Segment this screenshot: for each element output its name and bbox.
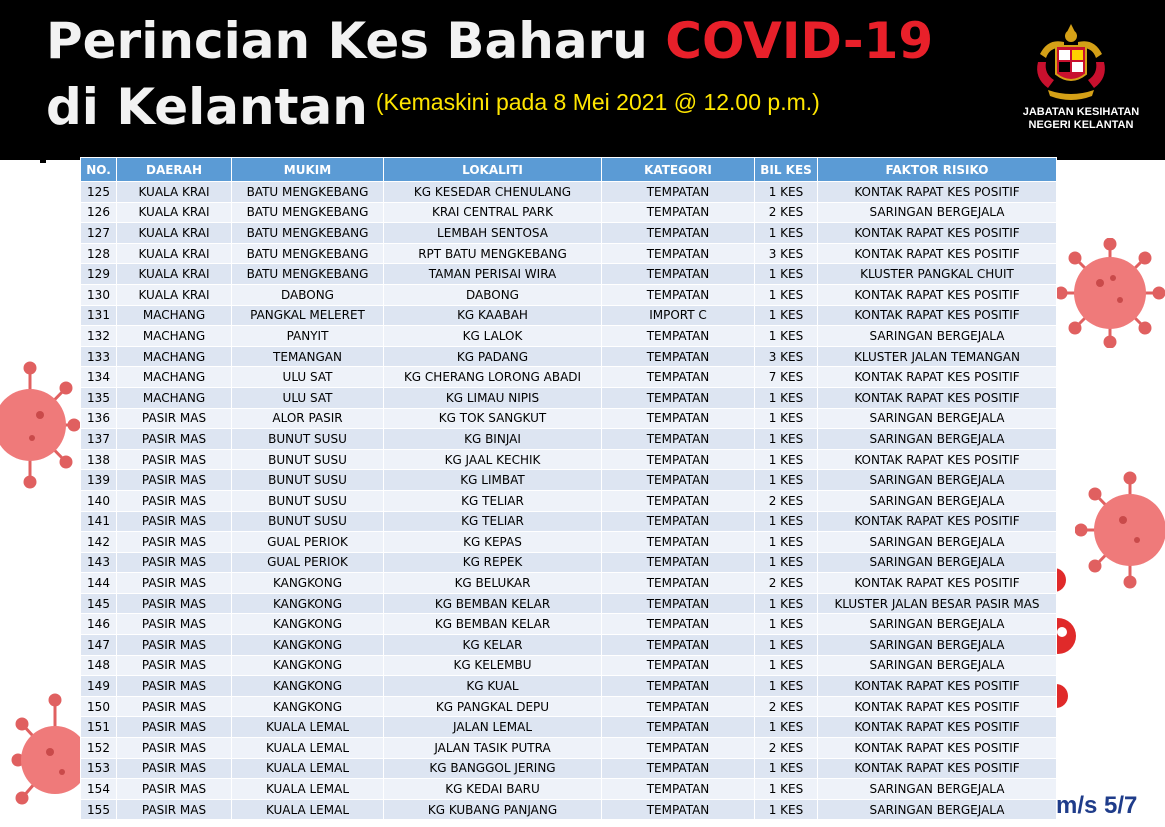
cell-daerah: PASIR MAS <box>117 676 232 697</box>
cell-bil-kes: 1 KES <box>755 264 818 285</box>
cell-kategori: TEMPATAN <box>602 202 755 223</box>
virus-icon <box>10 690 90 827</box>
cell-no: 127 <box>81 223 117 244</box>
cell-kategori: TEMPATAN <box>602 449 755 470</box>
title-highlight: COVID-19 <box>665 12 934 70</box>
table-row <box>81 593 1057 614</box>
cell-bil-kes: 2 KES <box>755 202 818 223</box>
cell-mukim: BATU MENGKEBANG <box>232 182 384 203</box>
table-row <box>81 573 1057 594</box>
table-row <box>81 284 1057 305</box>
table-row <box>81 387 1057 408</box>
title-text: Perincian Kes Baharu <box>46 12 666 70</box>
cell-bil-kes: 1 KES <box>755 758 818 779</box>
cell-no: 140 <box>81 490 117 511</box>
cell-kategori: TEMPATAN <box>602 511 755 532</box>
cell-bil-kes: 1 KES <box>755 305 818 326</box>
cell-mukim: KANGKONG <box>232 593 384 614</box>
cell-faktor-risiko: KONTAK RAPAT KES POSITIF <box>818 387 1057 408</box>
cell-no: 133 <box>81 346 117 367</box>
page-title <box>46 12 933 70</box>
cell-mukim: KANGKONG <box>232 635 384 656</box>
col-mukim: MUKIM <box>232 158 384 182</box>
cell-kategori: TEMPATAN <box>602 573 755 594</box>
cell-faktor-risiko: SARINGAN BERGEJALA <box>818 408 1057 429</box>
cell-faktor-risiko: SARINGAN BERGEJALA <box>818 326 1057 347</box>
cell-faktor-risiko: SARINGAN BERGEJALA <box>818 635 1057 656</box>
cell-kategori: TEMPATAN <box>602 614 755 635</box>
cell-mukim: BATU MENGKEBANG <box>232 264 384 285</box>
cell-kategori: TEMPATAN <box>602 717 755 738</box>
cell-faktor-risiko: KLUSTER JALAN BESAR PASIR MAS <box>818 593 1057 614</box>
cell-kategori: TEMPATAN <box>602 696 755 717</box>
cell-mukim: BUNUT SUSU <box>232 449 384 470</box>
cell-faktor-risiko: SARINGAN BERGEJALA <box>818 799 1057 820</box>
table-row <box>81 779 1057 800</box>
cell-daerah: PASIR MAS <box>117 429 232 450</box>
cell-kategori: TEMPATAN <box>602 779 755 800</box>
cell-mukim: KUALA LEMAL <box>232 758 384 779</box>
cell-bil-kes: 1 KES <box>755 676 818 697</box>
cell-daerah: MACHANG <box>117 326 232 347</box>
table-row <box>81 635 1057 656</box>
table-row <box>81 429 1057 450</box>
cell-lokaliti: KG JAAL KECHIK <box>384 449 602 470</box>
cell-lokaliti: KG KELEMBU <box>384 655 602 676</box>
cell-lokaliti: TAMAN PERISAI WIRA <box>384 264 602 285</box>
page-indicator: m/s 5/7 <box>1056 792 1138 819</box>
cell-lokaliti: KG LIMBAT <box>384 470 602 491</box>
virus-icon <box>0 360 80 490</box>
cell-kategori: TEMPATAN <box>602 182 755 203</box>
cell-kategori: TEMPATAN <box>602 408 755 429</box>
col-daerah: DAERAH <box>117 158 232 182</box>
cell-daerah: KUALA KRAI <box>117 223 232 244</box>
cell-bil-kes: 2 KES <box>755 696 818 717</box>
cell-mukim: BUNUT SUSU <box>232 429 384 450</box>
cell-lokaliti: KG BEMBAN KELAR <box>384 593 602 614</box>
cell-kategori: TEMPATAN <box>602 655 755 676</box>
cell-no: 126 <box>81 202 117 223</box>
cell-bil-kes: 1 KES <box>755 511 818 532</box>
cell-kategori: TEMPATAN <box>602 470 755 491</box>
department-name <box>1010 106 1152 132</box>
cell-daerah: PASIR MAS <box>117 449 232 470</box>
cell-no: 148 <box>81 655 117 676</box>
cell-lokaliti: KRAI CENTRAL PARK <box>384 202 602 223</box>
cell-mukim: BUNUT SUSU <box>232 490 384 511</box>
cell-kategori: TEMPATAN <box>602 429 755 450</box>
cell-daerah: MACHANG <box>117 305 232 326</box>
cell-faktor-risiko: SARINGAN BERGEJALA <box>818 490 1057 511</box>
cell-no: 147 <box>81 635 117 656</box>
table-row <box>81 532 1057 553</box>
cell-faktor-risiko: KONTAK RAPAT KES POSITIF <box>818 696 1057 717</box>
cell-daerah: PASIR MAS <box>117 696 232 717</box>
cell-no: 135 <box>81 387 117 408</box>
cell-lokaliti: LEMBAH SENTOSA <box>384 223 602 244</box>
cell-kategori: TEMPATAN <box>602 346 755 367</box>
cell-no: 129 <box>81 264 117 285</box>
cell-bil-kes: 7 KES <box>755 367 818 388</box>
cell-kategori: TEMPATAN <box>602 264 755 285</box>
cell-mukim: GUAL PERIOK <box>232 552 384 573</box>
cell-bil-kes: 1 KES <box>755 408 818 429</box>
cell-bil-kes: 1 KES <box>755 223 818 244</box>
col-kategori: KATEGORI <box>602 158 755 182</box>
cell-no: 130 <box>81 284 117 305</box>
cell-mukim: KANGKONG <box>232 614 384 635</box>
table-row <box>81 202 1057 223</box>
cell-lokaliti: KG LALOK <box>384 326 602 347</box>
cell-no: 136 <box>81 408 117 429</box>
cell-lokaliti: KG TELIAR <box>384 511 602 532</box>
cell-faktor-risiko: KONTAK RAPAT KES POSITIF <box>818 511 1057 532</box>
cell-faktor-risiko: SARINGAN BERGEJALA <box>818 552 1057 573</box>
cell-kategori: TEMPATAN <box>602 326 755 347</box>
cell-mukim: BATU MENGKEBANG <box>232 223 384 244</box>
cell-kategori: TEMPATAN <box>602 738 755 759</box>
cell-mukim: PANGKAL MELERET <box>232 305 384 326</box>
cell-no: 155 <box>81 799 117 820</box>
title-region: di Kelantan <box>46 78 368 136</box>
cell-no: 134 <box>81 367 117 388</box>
table-row <box>81 182 1057 203</box>
cell-lokaliti: KG PANGKAL DEPU <box>384 696 602 717</box>
cell-no: 153 <box>81 758 117 779</box>
cell-bil-kes: 1 KES <box>755 532 818 553</box>
cell-kategori: TEMPATAN <box>602 387 755 408</box>
cell-daerah: KUALA KRAI <box>117 202 232 223</box>
cell-mukim: BUNUT SUSU <box>232 470 384 491</box>
cell-bil-kes: 1 KES <box>755 717 818 738</box>
cell-mukim: ULU SAT <box>232 387 384 408</box>
cell-lokaliti: KG BANGGOL JERING <box>384 758 602 779</box>
cell-mukim: KUALA LEMAL <box>232 717 384 738</box>
update-timestamp: (Kemaskini pada 8 Mei 2021 @ 12.00 p.m.) <box>375 89 820 115</box>
cell-daerah: PASIR MAS <box>117 655 232 676</box>
cell-mukim: ALOR PASIR <box>232 408 384 429</box>
cell-faktor-risiko: KONTAK RAPAT KES POSITIF <box>818 223 1057 244</box>
cell-no: 137 <box>81 429 117 450</box>
cell-bil-kes: 1 KES <box>755 635 818 656</box>
table-row <box>81 758 1057 779</box>
cell-mukim: DABONG <box>232 284 384 305</box>
cell-bil-kes: 1 KES <box>755 284 818 305</box>
cell-kategori: TEMPATAN <box>602 367 755 388</box>
cell-mukim: TEMANGAN <box>232 346 384 367</box>
cell-no: 151 <box>81 717 117 738</box>
cell-bil-kes: 1 KES <box>755 655 818 676</box>
table-row <box>81 717 1057 738</box>
cell-daerah: KUALA KRAI <box>117 264 232 285</box>
cell-no: 149 <box>81 676 117 697</box>
cell-no: 139 <box>81 470 117 491</box>
cell-no: 132 <box>81 326 117 347</box>
page-title-line2 <box>46 78 820 136</box>
cell-daerah: MACHANG <box>117 346 232 367</box>
cell-lokaliti: DABONG <box>384 284 602 305</box>
cell-lokaliti: KG KAABAH <box>384 305 602 326</box>
cell-bil-kes: 2 KES <box>755 490 818 511</box>
cell-daerah: PASIR MAS <box>117 738 232 759</box>
cell-bil-kes: 1 KES <box>755 799 818 820</box>
cell-lokaliti: KG TOK SANGKUT <box>384 408 602 429</box>
cell-daerah: PASIR MAS <box>117 635 232 656</box>
cell-lokaliti: JALAN TASIK PUTRA <box>384 738 602 759</box>
cell-faktor-risiko: KONTAK RAPAT KES POSITIF <box>818 367 1057 388</box>
cell-lokaliti: KG PADANG <box>384 346 602 367</box>
cell-faktor-risiko: SARINGAN BERGEJALA <box>818 202 1057 223</box>
cell-daerah: PASIR MAS <box>117 593 232 614</box>
cell-daerah: PASIR MAS <box>117 470 232 491</box>
cell-no: 146 <box>81 614 117 635</box>
cell-faktor-risiko: KONTAK RAPAT KES POSITIF <box>818 305 1057 326</box>
cell-faktor-risiko: KLUSTER JALAN TEMANGAN <box>818 346 1057 367</box>
cell-bil-kes: 1 KES <box>755 182 818 203</box>
cell-mukim: KANGKONG <box>232 655 384 676</box>
cell-daerah: MACHANG <box>117 387 232 408</box>
cell-kategori: TEMPATAN <box>602 593 755 614</box>
cell-daerah: KUALA KRAI <box>117 182 232 203</box>
cell-mukim: KUALA LEMAL <box>232 738 384 759</box>
cell-lokaliti: KG KESEDAR CHENULANG <box>384 182 602 203</box>
cell-no: 152 <box>81 738 117 759</box>
cell-faktor-risiko: SARINGAN BERGEJALA <box>818 532 1057 553</box>
cell-lokaliti: KG CHERANG LORONG ABADI <box>384 367 602 388</box>
cell-kategori: TEMPATAN <box>602 635 755 656</box>
table-row <box>81 490 1057 511</box>
cell-no: 138 <box>81 449 117 470</box>
virus-icon <box>1075 470 1165 590</box>
cell-faktor-risiko: KONTAK RAPAT KES POSITIF <box>818 284 1057 305</box>
case-table <box>80 157 1057 820</box>
cell-lokaliti: KG KUBANG PANJANG <box>384 799 602 820</box>
cell-bil-kes: 1 KES <box>755 449 818 470</box>
table-row <box>81 264 1057 285</box>
cell-bil-kes: 2 KES <box>755 738 818 759</box>
cell-bil-kes: 1 KES <box>755 593 818 614</box>
cell-lokaliti: KG KELAR <box>384 635 602 656</box>
col-faktor-risiko: FAKTOR RISIKO <box>818 158 1057 182</box>
cell-mukim: KANGKONG <box>232 696 384 717</box>
table-row <box>81 799 1057 820</box>
cell-no: 125 <box>81 182 117 203</box>
cell-bil-kes: 1 KES <box>755 779 818 800</box>
cell-mukim: PANYIT <box>232 326 384 347</box>
cell-kategori: IMPORT C <box>602 305 755 326</box>
cell-faktor-risiko: KONTAK RAPAT KES POSITIF <box>818 182 1057 203</box>
table-row <box>81 326 1057 347</box>
cell-lokaliti: KG BINJAI <box>384 429 602 450</box>
cell-daerah: PASIR MAS <box>117 799 232 820</box>
cell-mukim: KUALA LEMAL <box>232 799 384 820</box>
table-row <box>81 738 1057 759</box>
cell-faktor-risiko: KONTAK RAPAT KES POSITIF <box>818 676 1057 697</box>
cell-daerah: PASIR MAS <box>117 532 232 553</box>
cell-lokaliti: KG KEDAI BARU <box>384 779 602 800</box>
cell-lokaliti: RPT BATU MENGKEBANG <box>384 243 602 264</box>
cell-no: 154 <box>81 779 117 800</box>
cell-faktor-risiko: KONTAK RAPAT KES POSITIF <box>818 758 1057 779</box>
cell-daerah: PASIR MAS <box>117 573 232 594</box>
table-row <box>81 408 1057 429</box>
cell-daerah: PASIR MAS <box>117 490 232 511</box>
cell-bil-kes: 1 KES <box>755 552 818 573</box>
col-no: NO. <box>81 158 117 182</box>
cell-no: 131 <box>81 305 117 326</box>
cell-kategori: TEMPATAN <box>602 284 755 305</box>
table-row <box>81 223 1057 244</box>
cell-mukim: ULU SAT <box>232 367 384 388</box>
cell-kategori: TEMPATAN <box>602 676 755 697</box>
cell-daerah: MACHANG <box>117 367 232 388</box>
table-row <box>81 367 1057 388</box>
cell-faktor-risiko: KONTAK RAPAT KES POSITIF <box>818 243 1057 264</box>
cell-mukim: KANGKONG <box>232 676 384 697</box>
cell-daerah: KUALA KRAI <box>117 284 232 305</box>
cell-faktor-risiko: SARINGAN BERGEJALA <box>818 614 1057 635</box>
cell-daerah: PASIR MAS <box>117 511 232 532</box>
cell-bil-kes: 1 KES <box>755 614 818 635</box>
cell-kategori: TEMPATAN <box>602 532 755 553</box>
table-row <box>81 470 1057 491</box>
table-row <box>81 655 1057 676</box>
cell-lokaliti: KG REPEK <box>384 552 602 573</box>
table-row <box>81 552 1057 573</box>
cell-mukim: KANGKONG <box>232 573 384 594</box>
cell-bil-kes: 1 KES <box>755 326 818 347</box>
cell-faktor-risiko: SARINGAN BERGEJALA <box>818 429 1057 450</box>
cell-kategori: TEMPATAN <box>602 758 755 779</box>
cell-faktor-risiko: KONTAK RAPAT KES POSITIF <box>818 738 1057 759</box>
table-row <box>81 511 1057 532</box>
cell-lokaliti: KG BELUKAR <box>384 573 602 594</box>
cell-daerah: PASIR MAS <box>117 779 232 800</box>
cell-no: 150 <box>81 696 117 717</box>
cell-bil-kes: 3 KES <box>755 346 818 367</box>
cell-mukim: BATU MENGKEBANG <box>232 243 384 264</box>
cell-bil-kes: 3 KES <box>755 243 818 264</box>
cell-bil-kes: 2 KES <box>755 573 818 594</box>
cell-faktor-risiko: KONTAK RAPAT KES POSITIF <box>818 717 1057 738</box>
cell-no: 145 <box>81 593 117 614</box>
cell-lokaliti: KG TELIAR <box>384 490 602 511</box>
cell-daerah: PASIR MAS <box>117 552 232 573</box>
table-row <box>81 696 1057 717</box>
cell-faktor-risiko: SARINGAN BERGEJALA <box>818 655 1057 676</box>
cell-mukim: BUNUT SUSU <box>232 511 384 532</box>
cell-kategori: TEMPATAN <box>602 243 755 264</box>
cell-kategori: TEMPATAN <box>602 799 755 820</box>
col-bil-kes: BIL KES <box>755 158 818 182</box>
cell-lokaliti: JALAN LEMAL <box>384 717 602 738</box>
header-banner <box>0 0 1165 160</box>
cell-no: 128 <box>81 243 117 264</box>
cell-lokaliti: KG BEMBAN KELAR <box>384 614 602 635</box>
cell-mukim: GUAL PERIOK <box>232 532 384 553</box>
cell-bil-kes: 1 KES <box>755 470 818 491</box>
cell-daerah: PASIR MAS <box>117 758 232 779</box>
col-lokaliti: LOKALITI <box>384 158 602 182</box>
cell-faktor-risiko: SARINGAN BERGEJALA <box>818 779 1057 800</box>
cell-faktor-risiko: KONTAK RAPAT KES POSITIF <box>818 573 1057 594</box>
cell-mukim: BATU MENGKEBANG <box>232 202 384 223</box>
cell-mukim: KUALA LEMAL <box>232 779 384 800</box>
crest-icon <box>1028 18 1114 104</box>
cell-no: 142 <box>81 532 117 553</box>
cell-lokaliti: KG LIMAU NIPIS <box>384 387 602 408</box>
cell-faktor-risiko: SARINGAN BERGEJALA <box>818 470 1057 491</box>
department-line2: NEGERI KELANTAN <box>1028 119 1134 131</box>
table-row <box>81 346 1057 367</box>
table-header-row <box>81 158 1057 182</box>
cell-kategori: TEMPATAN <box>602 223 755 244</box>
cell-lokaliti: KG KEPAS <box>384 532 602 553</box>
cell-faktor-risiko: KONTAK RAPAT KES POSITIF <box>818 449 1057 470</box>
virus-icon <box>1055 238 1165 348</box>
cell-faktor-risiko: KLUSTER PANGKAL CHUIT <box>818 264 1057 285</box>
cell-no: 143 <box>81 552 117 573</box>
department-line1: JABATAN KESIHATAN <box>1022 106 1140 118</box>
cell-lokaliti: KG KUAL <box>384 676 602 697</box>
cell-daerah: PASIR MAS <box>117 717 232 738</box>
cell-daerah: PASIR MAS <box>117 614 232 635</box>
cell-no: 141 <box>81 511 117 532</box>
table-row <box>81 243 1057 264</box>
table-row <box>81 614 1057 635</box>
cell-kategori: TEMPATAN <box>602 552 755 573</box>
cell-bil-kes: 1 KES <box>755 387 818 408</box>
table-row <box>81 305 1057 326</box>
cell-daerah: PASIR MAS <box>117 408 232 429</box>
table-row <box>81 676 1057 697</box>
table-body <box>81 182 1057 820</box>
cell-kategori: TEMPATAN <box>602 490 755 511</box>
cell-no: 144 <box>81 573 117 594</box>
cell-bil-kes: 1 KES <box>755 429 818 450</box>
cell-daerah: KUALA KRAI <box>117 243 232 264</box>
table-row <box>81 449 1057 470</box>
